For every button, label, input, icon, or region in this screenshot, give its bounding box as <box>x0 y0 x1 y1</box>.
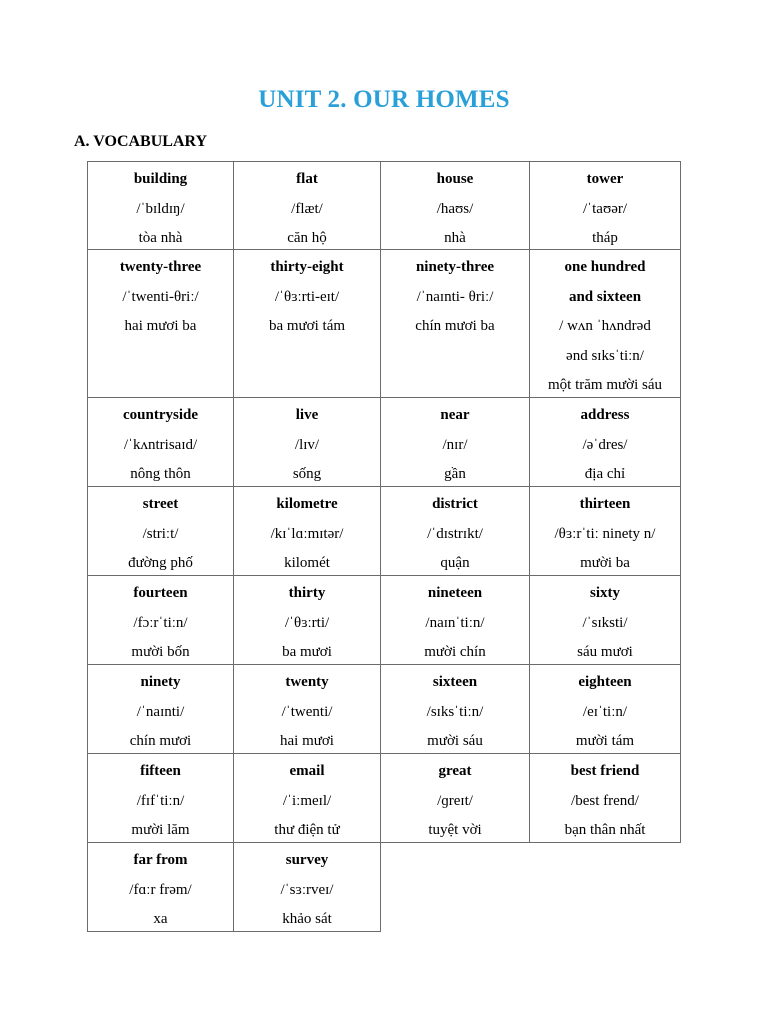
vocab-pronunciation: /ˈkʌntrisaɪd/ <box>123 436 198 453</box>
vocab-meaning: chín mươi <box>129 733 192 749</box>
vocab-pronunciation: /ˈθɜːrti-eɪt/ <box>274 288 340 305</box>
vocab-meaning: địa chỉ <box>584 466 626 482</box>
vocab-word: nineteen <box>427 585 483 601</box>
vocab-pronunciation: /sɪksˈtiːn/ <box>426 703 484 720</box>
vocab-cell <box>234 665 381 754</box>
vocab-cell <box>530 754 681 843</box>
vocab-pronunciation: /ˈθɜːrti/ <box>284 614 330 631</box>
vocab-word: sixty <box>590 585 620 601</box>
vocab-pronunciation: /striːt/ <box>142 525 179 542</box>
vocab-pronunciation: /əˈdres/ <box>582 436 628 453</box>
vocab-pronunciation: /ˈiːmeɪl/ <box>282 792 332 809</box>
vocab-word: twenty <box>285 674 329 690</box>
vocab-meaning: ba mươi <box>282 644 332 660</box>
vocab-cell <box>530 487 681 576</box>
vocab-pronunciation: ənd sɪksˈtiːn/ <box>566 347 644 364</box>
vocab-cell <box>530 398 681 487</box>
vocab-cell <box>234 161 381 250</box>
vocab-pronunciation: /ˈnaɪnti/ <box>136 703 185 720</box>
vocab-cell <box>234 754 381 843</box>
vocab-word: survey <box>285 852 329 868</box>
vocab-pronunciation: /θɜːrˈtiː ninety n/ <box>554 525 656 542</box>
vocab-cell <box>234 398 381 487</box>
vocab-cell <box>381 576 530 665</box>
vocab-meaning: hai mươi ba <box>124 318 197 334</box>
vocab-pronunciation: /nɪr/ <box>442 436 468 453</box>
vocab-pronunciation: /flæt/ <box>291 200 323 217</box>
vocab-cell <box>381 754 530 843</box>
vocab-word: far from <box>133 852 188 868</box>
vocab-cell <box>87 754 234 843</box>
vocab-cell <box>234 487 381 576</box>
vocab-meaning: thư điện tử <box>274 822 340 838</box>
vocab-pronunciation: /naɪnˈtiːn/ <box>425 614 485 631</box>
vocab-meaning: một trăm mười sáu <box>548 377 662 393</box>
vocab-word: building <box>133 171 188 187</box>
vocabulary-table <box>87 161 681 932</box>
vocab-meaning: quận <box>440 555 470 571</box>
vocab-meaning: mười ba <box>580 555 630 571</box>
vocab-meaning: đường phố <box>128 555 193 571</box>
vocab-pronunciation: /lɪv/ <box>294 436 320 453</box>
vocab-cell <box>234 576 381 665</box>
vocab-meaning: nông thôn <box>130 466 191 482</box>
vocab-pronunciation: /eɪˈtiːn/ <box>582 703 628 720</box>
vocab-word: eighteen <box>578 674 632 690</box>
vocab-meaning: kilomét <box>284 555 330 571</box>
vocab-word: flat <box>296 171 318 187</box>
vocab-pronunciation: /fɑːr frəm/ <box>129 881 192 898</box>
vocab-pronunciation: /haʊs/ <box>436 200 474 217</box>
vocab-cell <box>234 843 381 932</box>
vocab-pronunciation: /ɡreɪt/ <box>437 792 473 809</box>
vocab-cell <box>87 576 234 665</box>
vocab-word: kilometre <box>276 496 338 512</box>
vocab-meaning: mười bốn <box>131 644 190 660</box>
vocab-meaning: xa <box>153 911 168 927</box>
vocab-meaning: tòa nhà <box>138 230 183 246</box>
vocab-word: tower <box>586 171 624 187</box>
vocab-pronunciation: /fɔːrˈtiːn/ <box>133 614 188 631</box>
vocab-word: address <box>580 407 630 423</box>
vocab-word: thirty-eight <box>270 259 344 275</box>
vocab-cell <box>87 250 234 398</box>
vocab-pronunciation: /best frend/ <box>571 792 639 809</box>
vocab-cell <box>87 843 234 932</box>
vocab-meaning: căn hộ <box>287 230 327 246</box>
vocab-cell <box>234 250 381 398</box>
vocab-meaning: mười tám <box>575 733 635 749</box>
vocab-meaning: mười lăm <box>131 822 190 838</box>
vocab-meaning: bạn thân nhất <box>564 822 646 838</box>
vocab-cell <box>530 665 681 754</box>
vocab-word: countryside <box>123 407 198 423</box>
vocab-pronunciation: /ˈtaʊər/ <box>582 200 628 217</box>
vocab-cell <box>87 398 234 487</box>
vocab-meaning: hai mươi <box>280 733 334 749</box>
vocab-word: thirty <box>288 585 326 601</box>
vocab-pronunciation: /kɪˈlɑːmɪtər/ <box>270 525 344 542</box>
vocab-meaning: mười sáu <box>427 733 483 749</box>
empty-cell <box>381 843 530 932</box>
vocab-word: ninety <box>140 674 181 690</box>
vocab-word: house <box>436 171 474 187</box>
vocab-word: near <box>440 407 470 423</box>
vocab-word: thirteen <box>579 496 631 512</box>
vocab-word: one hundred <box>564 259 646 275</box>
page-title: UNIT 2. OUR HOMES <box>258 86 510 113</box>
vocab-word: fourteen <box>133 585 188 601</box>
vocab-pronunciation: /fɪfˈtiːn/ <box>136 792 185 809</box>
vocab-meaning: gần <box>444 466 466 482</box>
vocab-pronunciation: /ˈdɪstrɪkt/ <box>427 525 483 542</box>
vocab-meaning: sống <box>292 466 322 482</box>
vocab-pronunciation: / wʌn ˈhʌndrəd <box>559 318 651 334</box>
vocab-cell <box>87 665 234 754</box>
vocab-word: sixteen <box>432 674 478 690</box>
vocab-cell <box>87 161 234 250</box>
vocab-meaning: sáu mươi <box>577 644 633 660</box>
vocab-cell <box>381 487 530 576</box>
vocab-pronunciation: /ˈbɪldɪŋ/ <box>136 200 185 217</box>
vocab-word: email <box>289 763 325 779</box>
empty-cell <box>530 843 681 932</box>
vocab-pronunciation: /ˈtwenti/ <box>281 703 333 720</box>
vocab-word: best friend <box>570 763 640 779</box>
vocab-meaning: khảo sát <box>282 911 332 927</box>
vocab-pronunciation: /ˈtwenti-θriː/ <box>122 288 199 305</box>
vocab-pronunciation: /ˈsɪksti/ <box>582 614 628 631</box>
vocab-cell <box>381 250 530 398</box>
vocab-cell <box>381 665 530 754</box>
vocab-meaning: ba mươi tám <box>268 318 346 334</box>
vocab-meaning: nhà <box>444 230 466 246</box>
vocab-cell <box>381 161 530 250</box>
vocab-word: live <box>295 407 319 423</box>
vocab-word: ninety-three <box>415 259 495 275</box>
vocab-meaning: tháp <box>592 230 618 246</box>
vocab-pronunciation: /ˈsɜːrveɪ/ <box>280 881 334 898</box>
vocab-meaning: tuyệt vời <box>428 822 482 838</box>
vocab-word: great <box>438 763 472 779</box>
vocab-word: twenty-three <box>119 259 202 275</box>
vocab-pronunciation: /ˈnaɪnti- θriː/ <box>416 288 494 305</box>
vocab-meaning: mười chín <box>424 644 486 660</box>
vocab-word: fifteen <box>140 763 181 779</box>
vocab-cell <box>530 161 681 250</box>
vocab-cell <box>87 487 234 576</box>
vocab-word: district <box>432 496 478 512</box>
vocab-word: street <box>142 496 179 512</box>
vocab-cell <box>381 398 530 487</box>
vocab-cell <box>530 576 681 665</box>
vocab-cell <box>530 250 681 398</box>
section-heading: A. VOCABULARY <box>74 133 208 150</box>
vocab-meaning: chín mươi ba <box>415 318 495 334</box>
vocab-word: and sixteen <box>568 288 642 305</box>
